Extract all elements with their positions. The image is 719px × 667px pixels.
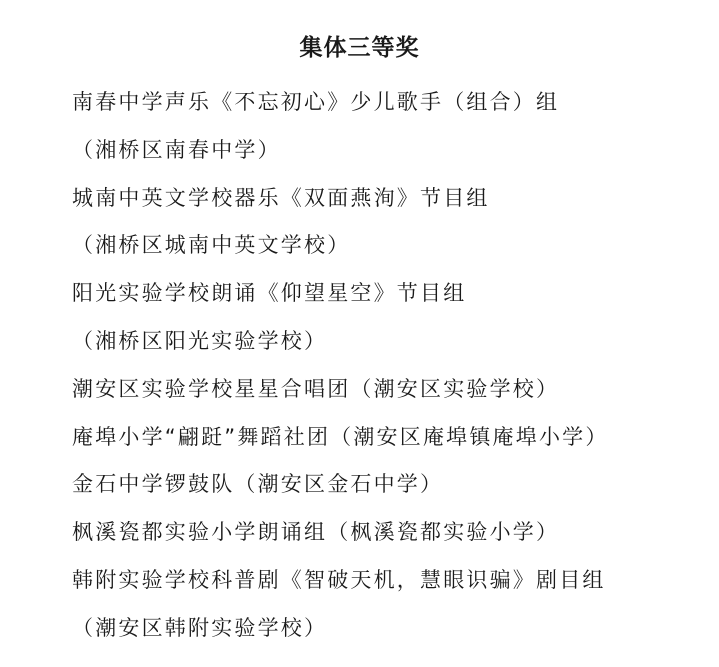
award-line: （潮安区韩附实验学校）: [72, 615, 328, 640]
award-list: [72, 79, 609, 653]
award-line: 庵埠小学“翩跹”舞蹈社团（潮安区庵埠镇庵埠小学）: [72, 424, 609, 449]
award-title: 集体三等奖: [299, 35, 420, 61]
award-line: （湘桥区城南中英文学校）: [72, 233, 351, 258]
award-line: （湘桥区阳光实验学校）: [72, 328, 328, 353]
award-line: 潮安区实验学校星星合唱团（潮安区实验学校）: [72, 376, 560, 401]
award-line: 城南中英文学校器乐《双面燕洵》节目组: [72, 185, 490, 210]
award-line: 韩附实验学校科普剧《智破天机，慧眼识骗》剧目组: [72, 567, 606, 592]
award-line: 阳光实验学校朗诵《仰望星空》节目组: [72, 281, 467, 306]
award-line: （湘桥区南春中学）: [72, 137, 281, 162]
award-line: 南春中学声乐《不忘初心》少儿歌手（组合）组: [72, 90, 560, 114]
award-line: 枫溪瓷都实验小学朗诵组（枫溪瓷都实验小学）: [72, 520, 560, 545]
award-line: 金石中学锣鼓队（潮安区金石中学）: [72, 472, 444, 497]
